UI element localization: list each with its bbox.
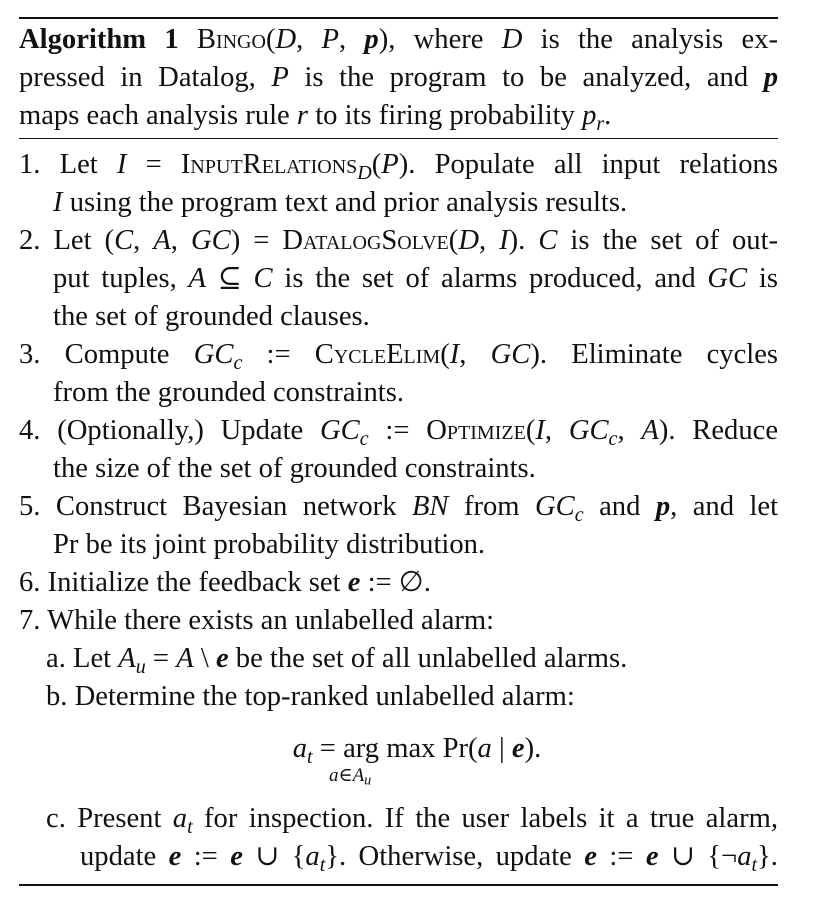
caption-line-1: Algorithm 1 Bingo(D, P, p), where D is the analysis ex- — [19, 24, 779, 55]
substep-b: b. Determine the top-ranked unlabelled alarm: — [46, 681, 575, 712]
fn-optimize: Optimize — [426, 415, 526, 446]
step-1-line-1: 1. Let I = InputRelations$_D$(P). Populate all input relations — [19, 146, 778, 184]
argmax-subscript: $a\in A_u$ — [329, 765, 372, 789]
substep-c-line-1: c. Present $a_t$ for inspection. If the user labels it a true alarm, — [46, 803, 778, 838]
top-rule — [19, 17, 778, 19]
fn-input-relations: InputRelations — [180, 149, 358, 180]
step-3-line-1: 3. Compute $GC_c$ := CycleElim(I, GC). Eliminate cycles — [19, 339, 779, 374]
step-5-line-2: Pr be its joint probability distribution. — [53, 529, 486, 560]
algorithm-label: Algorithm 1 — [19, 24, 179, 55]
bottom-rule — [19, 884, 778, 886]
step-7-line-1: 7. While there exists an unlabelled alarm: — [19, 605, 495, 636]
fn-cycle-elim: CycleElim — [314, 339, 441, 370]
caption-line-3: maps each analysis rule r to its firing probability $p_r$. — [19, 100, 612, 135]
step-number: 1. — [19, 149, 41, 180]
caption-line-2: pressed in Datalog, P is the program to be analyzed, and p — [19, 62, 778, 93]
step-2-line-1: 2. Let (C, A, GC) = DatalogSolve(D, I). C is the set of out- — [19, 225, 779, 256]
argmax-formula: $a_t$ = arg max Pr(a | e). — [292, 733, 542, 768]
substep-c-line-2: update e := e ∪ $\{a_t\}$. Otherwise, update e := e ∪ $\{\neg a_t\}$. — [80, 841, 778, 876]
step-4-line-1: 4. (Optionally,) Update $GC_c$ := Optimize(I, $GC_c$, A). Reduce — [19, 415, 779, 450]
step-2-line-2: put tuples, A ⊆ C is the set of alarms produced, and GC is — [53, 263, 778, 294]
step-4-line-2: the size of the set of grounded constraints. — [53, 453, 536, 484]
algorithm-args: (D, P, p) — [265, 24, 389, 55]
step-6-line-1: 6. Initialize the feedback set e := ∅. — [19, 567, 431, 598]
step-3-line-2: from the grounded constraints. — [53, 377, 404, 408]
caption-rule — [19, 138, 778, 139]
substep-a: a. Let $A_u = A$ \ e be the set of all unlabelled alarms. — [46, 643, 628, 678]
step-1-line-2: I using the program text and prior analysis results. — [53, 187, 628, 218]
step-2-line-3: the set of grounded clauses. — [53, 301, 370, 332]
fn-datalog-solve: DatalogSolve — [282, 225, 449, 256]
algorithm-name: Bingo — [196, 24, 266, 55]
step-5-line-1: 5. Construct Bayesian network BN from $GC_c$ and p, and let — [19, 491, 779, 526]
